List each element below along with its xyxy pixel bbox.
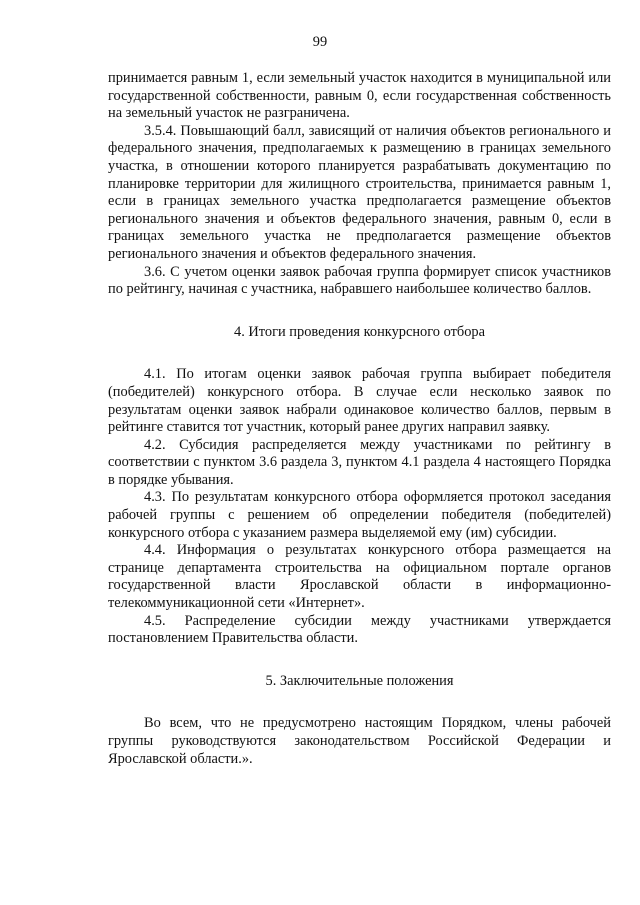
section-4-heading: 4. Итоги проведения конкурсного отбора xyxy=(234,323,485,340)
paragraph-continuation: принимается равным 1, если земельный участок находится в муниципальной или государственной собственности, равным 0, если государственная собственность на земельный участок не разграничена. xyxy=(108,70,611,122)
section-5-heading: 5. Заключительные положения xyxy=(265,672,454,689)
paragraph-4-3: 4.3. По результатам конкурсного отбора оформляется протокол заседания рабочей группы с решением об определении победителя (победителей) конкурсного отбора с указанием размера выделяемой ему (им) субсидии. xyxy=(108,489,611,541)
paragraph-final: Во всем, что не предусмотрено настоящим Порядком, члены рабочей группы руководствуются законодательством Российской Федерации и Ярославской области.». xyxy=(108,715,611,767)
document-body xyxy=(108,70,611,768)
page-number: 99 xyxy=(312,34,328,50)
paragraph-4-5: 4.5. Распределение субсидии между участниками утверждается постановлением Правительства области. xyxy=(108,612,611,647)
paragraph-4-2: 4.2. Субсидия распределяется между участниками по рейтингу в соответствии с пунктом 3.6 раздела 3, пунктом 4.1 раздела 4 настоящего Порядка в порядке убывания. xyxy=(108,436,611,488)
paragraph-4-1: 4.1. По итогам оценки заявок рабочая группа выбирает победителя (победителей) конкурсного отбора. В случае если несколько заявок по результатам оценки заявок набрали одинаковое количество баллов, первым в рейтинге ставится тот участник, который ранее других направил заявку. xyxy=(108,366,611,436)
paragraph-3-6: 3.6. С учетом оценки заявок рабочая группа формирует список участников по рейтингу, начиная с участника, набравшего наибольшее количество баллов. xyxy=(108,263,611,298)
paragraph-4-4: 4.4. Информация о результатах конкурсного отбора размещается на странице департамента строительства на официальном портале органов государственной власти Ярославской области в информационно-телекоммуникационной сети «Интернет». xyxy=(108,542,611,612)
paragraph-3-5-4: 3.5.4. Повышающий балл, зависящий от наличия объектов регионального и федерального значения, предполагаемых к размещению в границах земельного участка, в отношении которого планируется разрабатывать документацию по планировке территории для жилищного строительства, принимается равным 1, если в границах земельного участка предполагается размещение объектов регионального значения и объектов федерального значения, равным 0, если в границах земельного участка не предполагается размещение объектов регионального значения и объектов федерального значения. xyxy=(108,122,611,262)
